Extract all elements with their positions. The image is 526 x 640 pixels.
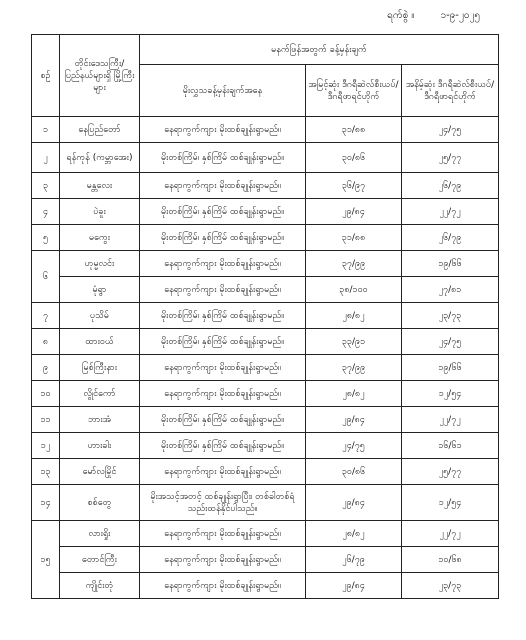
row-max: ၂၃/၇၃ bbox=[402, 573, 499, 599]
row-no: ၉ bbox=[32, 355, 60, 381]
row-min: ၃၃/၉၁ bbox=[306, 329, 402, 355]
row-max: ၁၂/၅၄ bbox=[402, 381, 499, 407]
row-no: ၁ bbox=[32, 117, 60, 143]
row-min: ၂၈/၈၂ bbox=[306, 381, 402, 407]
header-no: စဉ် bbox=[32, 35, 60, 117]
date-value: ၁-၉-၂၀၂၅ bbox=[440, 10, 480, 21]
header-min: အမြင့်ဆုံး ဒီဂရီဆဲလ်စီးယပ်/ ဒီဂရီဖာရင်ဟိုက် bbox=[306, 65, 402, 117]
row-min: ၃၁/၈၈ bbox=[306, 225, 402, 251]
row-max: ၂၆/၇၉ bbox=[402, 225, 499, 251]
row-condition: နေရာကွက်ကျား မိုးထစ်ချုန်းရွာမည်။ bbox=[140, 521, 306, 547]
row-max: ၂၂/၇၂ bbox=[402, 521, 499, 547]
row-max: ၂၂/၇၂ bbox=[402, 199, 499, 225]
row-min: ၃၇/၉၉ bbox=[306, 355, 402, 381]
header-max: အနိမ့်ဆုံး ဒီဂရီဆဲလ်စီးယပ်/ ဒီဂရီဖာရင်ဟိုက် bbox=[402, 65, 499, 117]
row-min: ၂၉/၈၄ bbox=[306, 573, 402, 599]
row-max: ၂၃/၇၃ bbox=[402, 303, 499, 329]
row-no: ၁၂ bbox=[32, 433, 60, 459]
row-min: ၂၉/၈၄ bbox=[306, 199, 402, 225]
table-row bbox=[32, 173, 499, 199]
row-city: လွိုင်ကော် bbox=[60, 381, 140, 407]
row-condition: မိုးတစ်ကြိမ်၊ နှစ်ကြိမ် ထစ်ချုန်းရွာမည်။ bbox=[140, 199, 306, 225]
table-row bbox=[32, 485, 499, 521]
row-condition: မိုးတစ်ကြိမ်၊ နှစ်ကြိမ် ထစ်ချုန်းရွာမည်။ bbox=[140, 303, 306, 329]
row-city: ဟားခါး bbox=[60, 433, 140, 459]
row-min: ၂၆/၇၉ bbox=[306, 547, 402, 573]
row-condition: နေရာကွက်ကျား မိုးထစ်ချုန်းရွာမည်။ bbox=[140, 277, 306, 303]
table-row bbox=[32, 117, 499, 143]
row-min: ၃၇/၉၉ bbox=[306, 251, 402, 277]
row-min: ၂၈/၈၂ bbox=[306, 521, 402, 547]
row-min: ၂၉/၈၄ bbox=[306, 485, 402, 521]
table-row bbox=[32, 329, 499, 355]
row-city: ပဲခူး bbox=[60, 199, 140, 225]
row-condition: နေရာကွက်ကျား မိုးထစ်ချုန်းရွာမည်။ bbox=[140, 117, 306, 143]
table-row bbox=[32, 573, 499, 599]
table-row bbox=[32, 303, 499, 329]
table-row bbox=[32, 381, 499, 407]
row-city: ရန်ကုန် (ကမ္ဘာအေး) bbox=[60, 143, 140, 173]
table-row bbox=[32, 355, 499, 381]
forecast-table bbox=[31, 34, 499, 599]
row-max: ၁၉/၆၆ bbox=[402, 251, 499, 277]
row-max: ၂၆/၇၉ bbox=[402, 173, 499, 199]
row-city: မုံရွာ bbox=[60, 277, 140, 303]
row-max: ၂၄/၇၅ bbox=[402, 329, 499, 355]
row-city: ပုသိမ် bbox=[60, 303, 140, 329]
row-no: ၂ bbox=[32, 143, 60, 173]
row-city: ဟုမ္မလင်း bbox=[60, 251, 140, 277]
table-row bbox=[32, 521, 499, 547]
row-min: ၂၉/၈၄ bbox=[306, 407, 402, 433]
table-row bbox=[32, 433, 499, 459]
row-min: ၃၁/၈၈ bbox=[306, 117, 402, 143]
row-no: ၁၃ bbox=[32, 459, 60, 485]
row-min: ၂၄/၇၅ bbox=[306, 433, 402, 459]
row-condition: နေရာကွက်ကျား မိုးထစ်ချုန်းရွာမည်။ bbox=[140, 547, 306, 573]
row-city: မကွေး bbox=[60, 225, 140, 251]
table-row bbox=[32, 225, 499, 251]
row-condition: နေရာကွက်ကျား မိုးထစ်ချုန်းရွာမည်။ bbox=[140, 173, 306, 199]
row-city: ဘားအံ bbox=[60, 407, 140, 433]
row-min: ၂၈/၈၂ bbox=[306, 303, 402, 329]
row-city: ထားဝယ် bbox=[60, 329, 140, 355]
row-condition: မိုးတစ်ကြိမ်၊ နှစ်ကြိမ် ထစ်ချုန်းရွာမည်။ bbox=[140, 433, 306, 459]
row-city: တောင်ကြီး bbox=[60, 547, 140, 573]
row-max: ၁၆/၆၁ bbox=[402, 433, 499, 459]
row-max: ၂၂/၇၂ bbox=[402, 407, 499, 433]
date-line bbox=[387, 8, 480, 23]
table-row bbox=[32, 277, 499, 303]
row-min: ၃၀/၈၆ bbox=[306, 459, 402, 485]
row-max: ၂၅/၇၇ bbox=[402, 143, 499, 173]
row-max: ၂၇/၈၁ bbox=[402, 277, 499, 303]
row-condition: နေရာကွက်ကျား မိုးထစ်ချုန်းရွာမည်။ bbox=[140, 251, 306, 277]
table-row bbox=[32, 407, 499, 433]
row-no: ၈ bbox=[32, 329, 60, 355]
row-condition: မိုးတစ်ကြိမ်၊ နှစ်ကြိမ် ထစ်ချုန်းရွာမည်။ bbox=[140, 407, 306, 433]
row-no: ၁၄ bbox=[32, 485, 60, 521]
table-row bbox=[32, 459, 499, 485]
row-max: ၁၂/၅၄ bbox=[402, 485, 499, 521]
row-city: နေပြည်တော် bbox=[60, 117, 140, 143]
row-no: ၃ bbox=[32, 173, 60, 199]
row-condition: မိုးတစ်ကြိမ်၊ နှစ်ကြိမ် ထစ်ချုန်းရွာမည်။ bbox=[140, 329, 306, 355]
row-max: ၁၉/၆၆ bbox=[402, 355, 499, 381]
row-city: ကျိုင်းတုံ bbox=[60, 573, 140, 599]
row-city: မော်လမြိုင် bbox=[60, 459, 140, 485]
row-no: ၁၀ bbox=[32, 381, 60, 407]
header-forecast: မနက်ဖြန်အတွက် ခန့်မှန်းချက် bbox=[140, 35, 499, 65]
row-city: စစ်တွေ bbox=[60, 485, 140, 521]
row-max: ၂၅/၇၇ bbox=[402, 459, 499, 485]
table-row bbox=[32, 199, 499, 225]
row-max: ၂၄/၇၅ bbox=[402, 117, 499, 143]
table-row bbox=[32, 547, 499, 573]
row-condition: မိုးတစ်ကြိမ်၊ နှစ်ကြိမ် ထစ်ချုန်းရွာမည်။ bbox=[140, 225, 306, 251]
row-condition: မိုးအသင့်အတင့် ထစ်ချုန်းရွာပြီး၊ တစ်ခါတစ်ရံ သည်းထန်နိုင်ပါသည်။ bbox=[140, 485, 306, 521]
row-condition: နေရာကွက်ကျား မိုးထစ်ချုန်းရွာမည်။ bbox=[140, 355, 306, 381]
date-label: ရက်စွဲ ။ bbox=[387, 10, 415, 21]
row-no: ၁၅ bbox=[32, 521, 60, 599]
row-condition: နေရာကွက်ကျား မိုးထစ်ချုန်းရွာမည်။ bbox=[140, 381, 306, 407]
row-city: မန္တလေး bbox=[60, 173, 140, 199]
forecast-body bbox=[32, 117, 499, 599]
row-min: ၃၆/၉၇ bbox=[306, 173, 402, 199]
row-city: လားရှိုး bbox=[60, 521, 140, 547]
row-no: ၆ bbox=[32, 251, 60, 303]
row-no: ၇ bbox=[32, 303, 60, 329]
row-no: ၁၁ bbox=[32, 407, 60, 433]
row-max: ၁၀/၆၈ bbox=[402, 547, 499, 573]
table-row bbox=[32, 251, 499, 277]
row-min: ၃၈/၁၀၀ bbox=[306, 277, 402, 303]
row-no: ၄ bbox=[32, 199, 60, 225]
row-min: ၃၀/၈၆ bbox=[306, 143, 402, 173]
row-condition: နေရာကွက်ကျား မိုးထစ်ချုန်းရွာမည်။ bbox=[140, 459, 306, 485]
row-condition: မိုးတစ်ကြိမ်၊ နှစ်ကြိမ် ထစ်ချုန်းရွာမည်။ bbox=[140, 143, 306, 173]
row-no: ၅ bbox=[32, 225, 60, 251]
header-condition: မိုးလွှသခန့်မှန်းချက်အနေ bbox=[140, 65, 306, 117]
table-row bbox=[32, 143, 499, 173]
header-region: တိုင်းဒေသကြီး/ ပြည်နယ်များရှိ မြို့ကြီးများ bbox=[60, 35, 140, 117]
row-condition: နေရာကွက်ကျား မိုးထစ်ချုန်းရွာမည်။ bbox=[140, 573, 306, 599]
row-city: မြစ်ကြီးနား bbox=[60, 355, 140, 381]
